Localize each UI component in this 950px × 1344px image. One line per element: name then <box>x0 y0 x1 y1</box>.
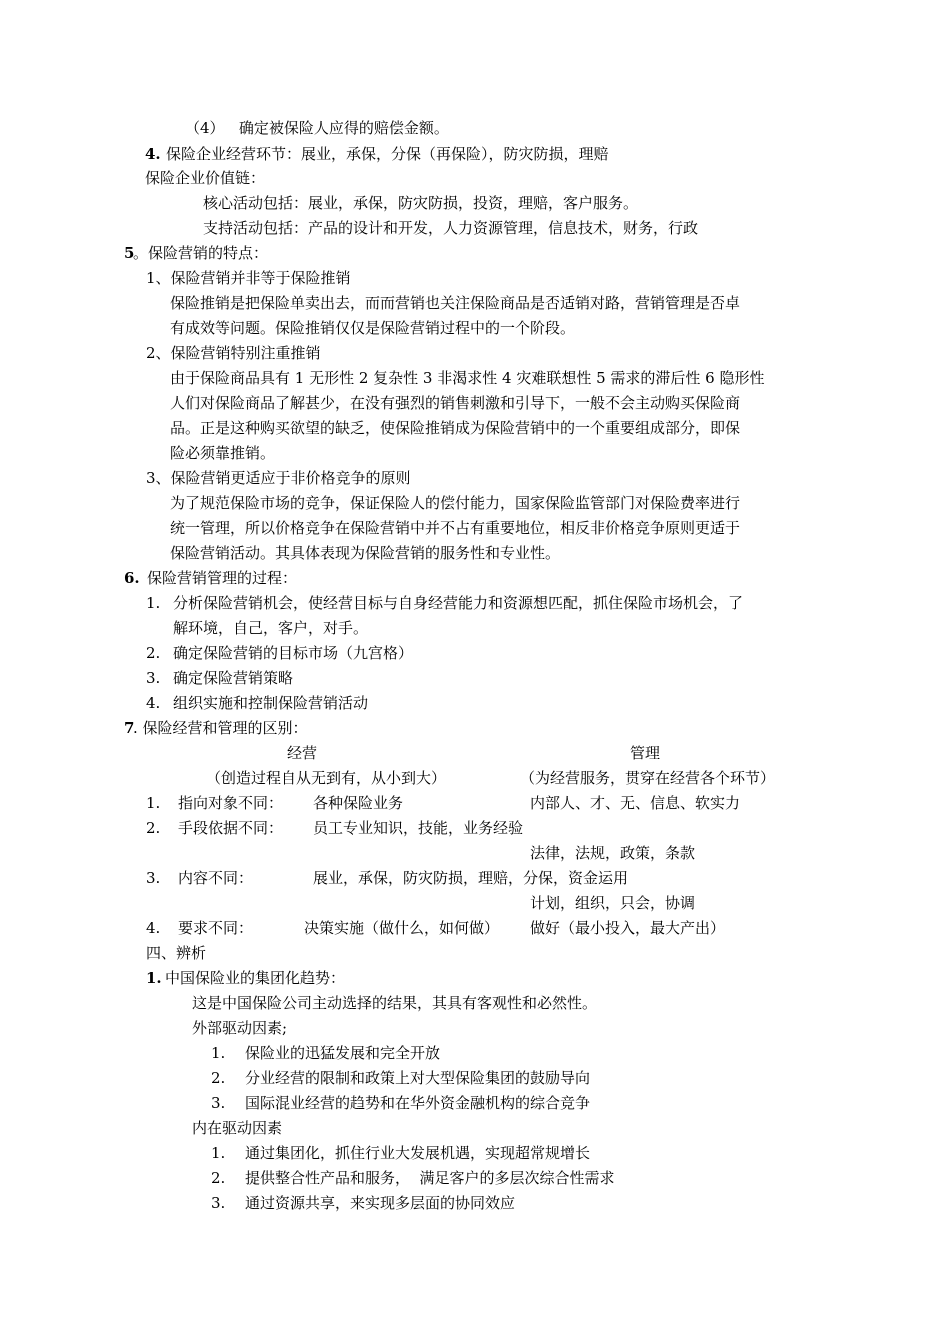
item-4-compensation: （4） 确定被保险人应得的赔偿金额。 <box>185 119 449 137</box>
feature-3-body-line2: 统一管理，所以价格竞争在保险营销中并不占有重要地位，相反非价格竞争原则更适于 <box>170 519 741 537</box>
diff-1-management: 内部人、才、无、信息、软实力 <box>530 794 741 812</box>
section-7-number: 7 <box>124 719 135 737</box>
external-1-text: 保险业的迅猛发展和完全开放 <box>245 1044 441 1062</box>
feature-2-body-line2: 人们对保险商品了解甚少，在没有强烈的销售刺激和引导下，一般不会主动购买保险商 <box>170 394 741 412</box>
process-4-text: 组织实施和控制保险营销活动 <box>173 694 369 712</box>
diff-3-label: 内容不同： <box>178 869 254 887</box>
section-6-number: 6. <box>124 569 140 587</box>
section-6-heading: 保险营销管理的过程： <box>147 569 298 587</box>
diff-2-number: 2. <box>146 819 161 837</box>
feature-3-body-line3: 保险营销活动。其具体表现为保险营销的服务性和专业性。 <box>170 544 561 562</box>
external-2-number: 2. <box>211 1069 226 1087</box>
external-factors-label: 外部驱动因素; <box>192 1019 288 1037</box>
process-1-text: 分析保险营销机会，使经营目标与自身经营能力和资源想匹配，抓住保险市场机会，了 <box>173 594 744 612</box>
feature-1-body-line1: 保险推销是把保险单卖出去，而而营销也关注保险商品是否适销对路，营销管理是否卓 <box>170 294 741 312</box>
analysis-1-summary: 这是中国保险公司主动选择的结果，其具有客观性和必然性。 <box>192 994 598 1012</box>
feature-2-body-line4: 险必须靠推销。 <box>170 444 276 462</box>
feature-2-title: 2、保险营销特别注重推销 <box>146 344 321 362</box>
diff-3-number: 3. <box>146 869 161 887</box>
external-2-text: 分业经营的限制和政策上对大型保险集团的鼓励导向 <box>245 1069 591 1087</box>
analysis-1-heading: 中国保险业的集团化趋势： <box>165 969 346 987</box>
external-1-number: 1. <box>211 1044 226 1062</box>
diff-2-label: 手段依据不同： <box>178 819 284 837</box>
core-activities: 核心活动包括：展业，承保，防灾防损，投资，理赔，客户服务。 <box>203 194 639 212</box>
process-2-number: 2. <box>146 644 161 662</box>
diff-4-operation: 决策实施（做什么，如何做） <box>304 919 500 937</box>
support-activities: 支持活动包括：产品的设计和开发，人力资源管理，信息技术，财务，行政 <box>203 219 699 237</box>
process-3-number: 3. <box>146 669 161 687</box>
feature-2-body-line3: 品。正是这种购买欲望的缺乏，使保险推销成为保险营销中的一个重要组成部分，即保 <box>170 419 741 437</box>
diff-2-operation: 员工专业知识，技能，业务经验 <box>313 819 524 837</box>
internal-2-number: 2. <box>211 1169 226 1187</box>
section-5-heading: 。保险营销的特点： <box>133 244 269 262</box>
column-desc-management: （为经营服务，贯穿在经营各个环节） <box>520 769 776 787</box>
diff-1-operation: 各种保险业务 <box>313 794 404 812</box>
diff-4-number: 4. <box>146 919 161 937</box>
value-chain-label: 保险企业价值链： <box>145 169 266 187</box>
feature-1-body-line2: 有成效等问题。保险推销仅仅是保险营销过程中的一个阶段。 <box>170 319 576 337</box>
diff-2-management: 法律，法规，政策，条款 <box>530 844 696 862</box>
diff-1-number: 1. <box>146 794 161 812</box>
column-header-management: 管理 <box>630 744 661 762</box>
process-1-text-cont: 解环境，自己，客户，对手。 <box>173 619 369 637</box>
analysis-1-number: 1. <box>146 969 162 987</box>
diff-1-label: 指向对象不同： <box>178 794 284 812</box>
feature-2-body-line1: 由于保险商品具有 1 无形性 2 复杂性 3 非渴求性 4 灾难联想性 5 需求的滞后性 6 隐形性 <box>170 369 765 387</box>
process-4-number: 4. <box>146 694 161 712</box>
section-4-heading: 保险企业经营环节：展业，承保，分保（再保险），防灾防损，理赔 <box>166 145 609 163</box>
external-3-number: 3. <box>211 1094 226 1112</box>
column-desc-operation: （创造过程自从无到有，从小到大） <box>206 769 447 787</box>
process-1-number: 1. <box>146 594 161 612</box>
feature-1-title: 1、保险营销并非等于保险推销 <box>146 269 351 287</box>
diff-3-operation: 展业，承保，防灾防损，理赔，分保，资金运用 <box>313 869 629 887</box>
feature-3-title: 3、保险营销更适应于非价格竞争的原则 <box>146 469 411 487</box>
process-2-text: 确定保险营销的目标市场（九宫格） <box>173 644 414 662</box>
process-3-text: 确定保险营销策略 <box>173 669 294 687</box>
feature-3-body-line1: 为了规范保险市场的竞争，保证保险人的偿付能力，国家保险监管部门对保险费率进行 <box>170 494 741 512</box>
diff-3-management: 计划，组织，只会，协调 <box>530 894 696 912</box>
external-3-text: 国际混业经营的趋势和在华外资金融机构的综合竞争 <box>245 1094 591 1112</box>
internal-1-text: 通过集团化，抓住行业大发展机遇，实现超常规增长 <box>245 1144 591 1162</box>
section-5-number: 5 <box>124 244 135 262</box>
section-7-heading: . 保险经营和管理的区别： <box>133 719 308 737</box>
internal-factors-label: 内在驱动因素 <box>192 1119 283 1137</box>
column-header-operation: 经营 <box>287 744 318 762</box>
internal-3-text: 通过资源共享，来实现多层面的协同效应 <box>245 1194 516 1212</box>
diff-4-management: 做好（最小投入，最大产出） <box>530 919 726 937</box>
internal-3-number: 3. <box>211 1194 226 1212</box>
internal-2-text: 提供整合性产品和服务， 满足客户的多层次综合性需求 <box>245 1169 615 1187</box>
section-4-number: 4. <box>145 145 161 163</box>
part-4-heading: 四、辨析 <box>146 944 207 962</box>
diff-4-label: 要求不同： <box>178 919 254 937</box>
internal-1-number: 1. <box>211 1144 226 1162</box>
